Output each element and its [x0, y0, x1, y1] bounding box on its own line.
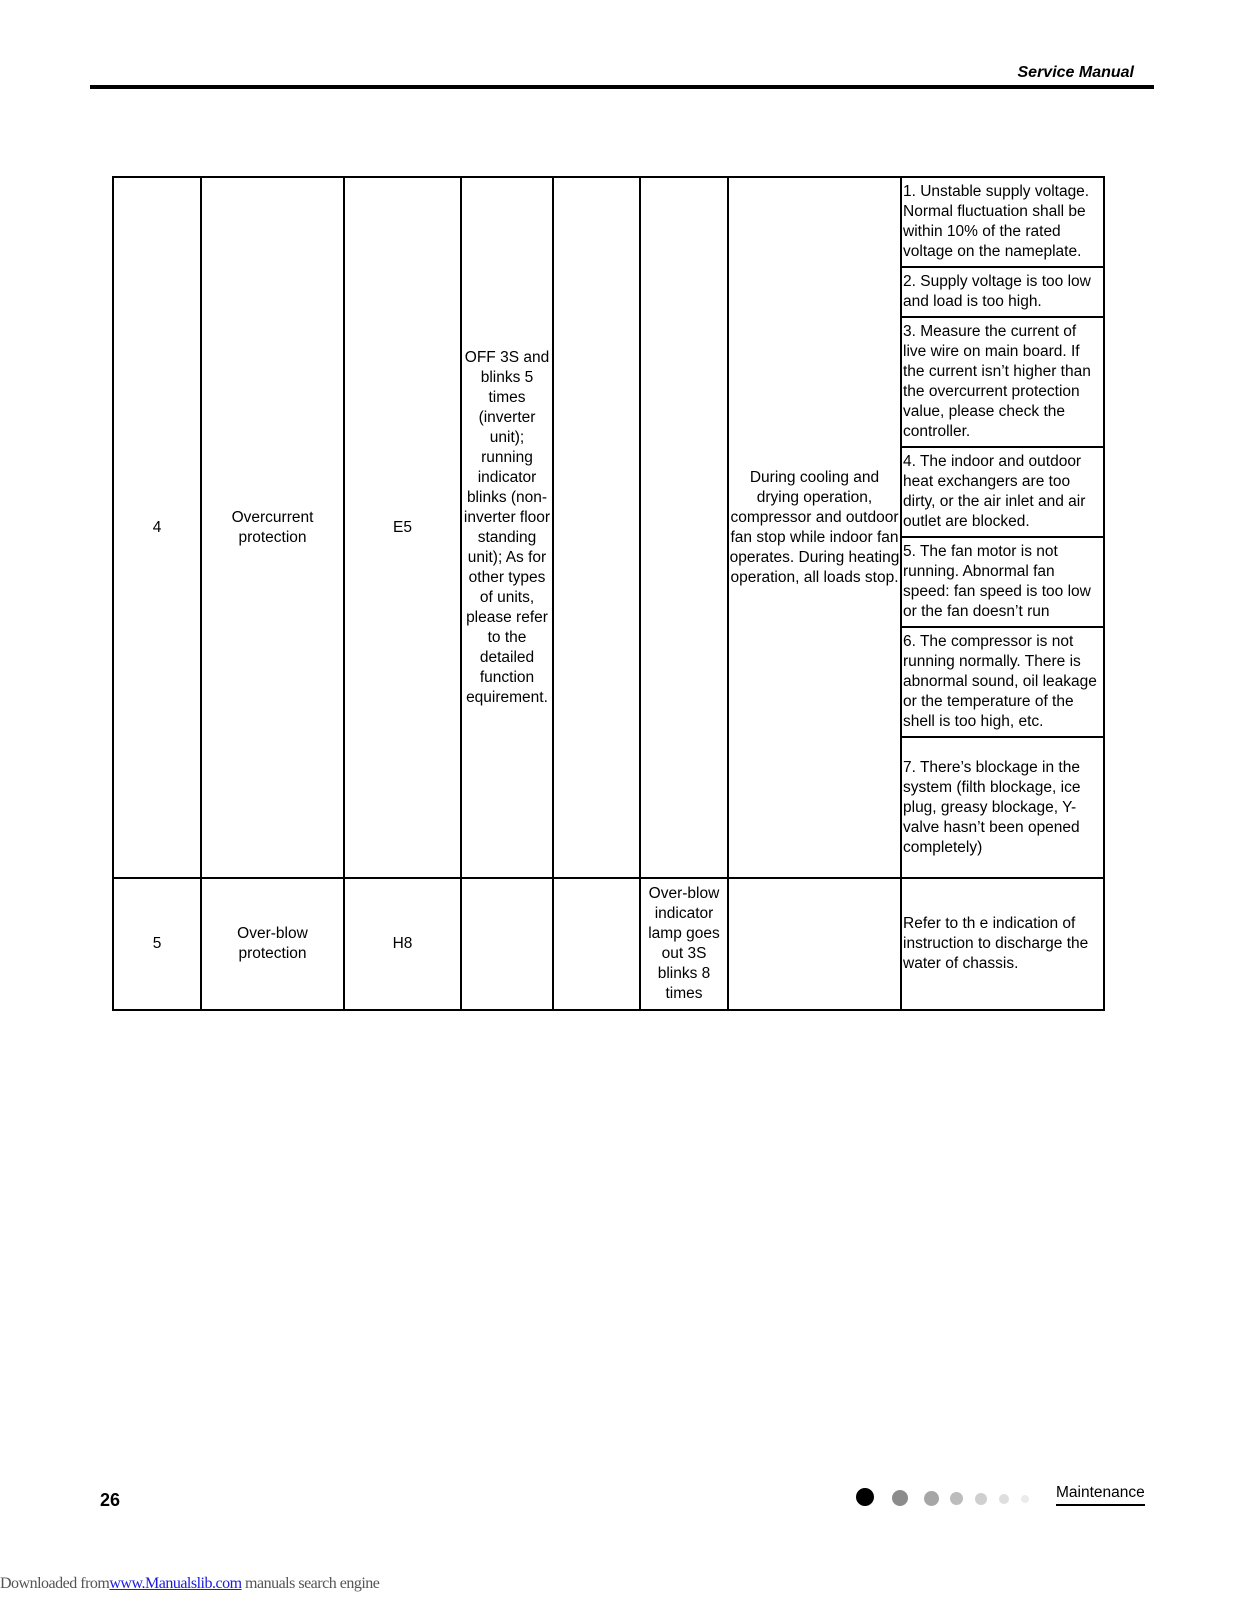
dot-icon [999, 1494, 1009, 1504]
indicator-cell: OFF 3S and blinks 5 times (inverter unit); running indicator blinks (non-inverter floor standing unit); As for other types of units, please refer to the detailed function equirement. [461, 177, 553, 878]
header-title: Service Manual [1017, 64, 1134, 81]
indicator-cell [640, 177, 728, 878]
indicator-cell [553, 878, 640, 1010]
cause-cell: 5. The fan motor is not running. Abnormal fan speed: fan speed is too low or the fan doesn’t run [901, 537, 1104, 627]
cause-cell: 2. Supply voltage is too low and load is too high. [901, 267, 1104, 317]
dot-icon [924, 1491, 939, 1506]
fault-name-cell: Over-blow protection [201, 878, 344, 1010]
row-number-cell: 5 [113, 878, 201, 1010]
cause-cell: 7. There’s blockage in the system (filth blockage, ice plug, greasy blockage, Y-valve hasn’t been opened completely) [901, 737, 1104, 878]
error-code-cell: E5 [344, 177, 461, 878]
cause-cell: 4. The indoor and outdoor heat exchangers are too dirty, or the air inlet and air outlet are blocked. [901, 447, 1104, 537]
page-number: 26 [100, 1490, 121, 1510]
cause-cell: 1. Unstable supply voltage. Normal fluctuation shall be within 10% of the rated voltage on the nameplate. [901, 177, 1104, 267]
row-number-cell: 4 [113, 177, 201, 878]
error-code-cell: H8 [344, 878, 461, 1010]
dot-icon [975, 1493, 987, 1505]
status-cell: During cooling and drying operation, compressor and outdoor fan stop while indoor fan operates. During heating operation, all loads stop. [728, 177, 901, 878]
status-cell [728, 878, 901, 1010]
fault-name-cell: Overcurrent protection [201, 177, 344, 878]
dot-icon [892, 1490, 908, 1506]
section-label: Maintenance [1056, 1484, 1145, 1506]
dot-icon [950, 1492, 963, 1505]
fault-table [112, 176, 1105, 1011]
manualslib-link[interactable]: www.Manualslib.com [109, 1575, 242, 1592]
table-row [113, 878, 1104, 1010]
indicator-cell [461, 878, 553, 1010]
download-footer [0, 1575, 379, 1593]
dot-icon [856, 1488, 874, 1506]
dot-icon [1021, 1495, 1029, 1503]
indicator-cell: Over-blow indicator lamp goes out 3S blinks 8 times [640, 878, 728, 1010]
header-rule [90, 85, 1154, 89]
cause-cell: 3. Measure the current of live wire on main board. If the current isn’t higher than the overcurrent protection value, please check the controller. [901, 317, 1104, 447]
cause-cell: 6. The compressor is not running normally. There is abnormal sound, oil leakage or the temperature of the shell is too high, etc. [901, 627, 1104, 737]
table-row [113, 177, 1104, 267]
cause-cell: Refer to th e indication of instruction to discharge the water of chassis. [901, 878, 1104, 1010]
download-prefix: Downloaded from [0, 1575, 110, 1592]
download-suffix: manuals search engine [241, 1575, 380, 1592]
indicator-cell [553, 177, 640, 878]
